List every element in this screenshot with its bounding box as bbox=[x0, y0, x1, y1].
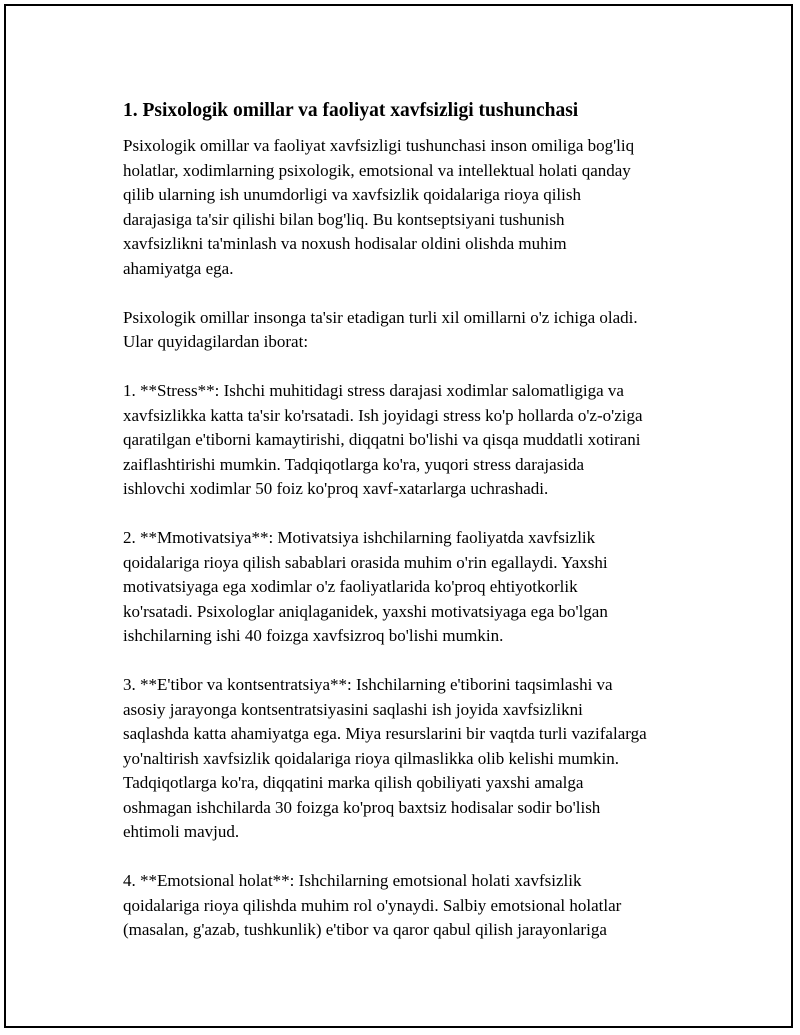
text-line: 3. **E'tibor va kontsentratsiya**: Ishchilarning e'tiborini taqsimlashi va bbox=[123, 675, 613, 694]
text-line: ishchilarning ishi 40 foizga xavfsizroq bo'lishi mumkin. bbox=[123, 626, 504, 645]
text-line: Psixologik omillar insonga ta'sir etadigan turli xil omillarni o'z ichiga oladi. bbox=[123, 307, 638, 327]
document-body bbox=[123, 98, 713, 967]
page-frame bbox=[4, 4, 793, 1028]
text-line: zaiflashtirishi mumkin. Tadqiqotlarga ko'ra, yuqori stress darajasida bbox=[123, 454, 585, 474]
paragraph-attention bbox=[123, 673, 713, 845]
text-line: xavfsizlikni ta'minlash va noxush hodisalar oldini olishda muhim bbox=[123, 234, 567, 253]
text-line: Ular quyidagilardan iborat: bbox=[123, 332, 309, 351]
text-line: oshmagan ishchilarda 30 foizga ko'proq baxtsiz hodisalar sodir bo'lish bbox=[123, 797, 601, 817]
text-line: saqlashda katta ahamiyatga ega. Miya resurslarini bir vaqtda turli vazifalarga bbox=[123, 724, 647, 743]
text-line: Psixologik omillar va faoliyat xavfsizligi tushunchasi inson omiliga bog'liq bbox=[123, 136, 635, 155]
text-line: darajasiga ta'sir qilishi bilan bog'liq. Bu kontseptsiyani tushunish bbox=[123, 209, 565, 229]
text-line: Tadqiqotlarga ko'ra, diqqatini marka qilish qobiliyati yaxshi amalga bbox=[123, 773, 584, 792]
paragraph-emotional bbox=[123, 869, 713, 943]
text-line: ishlovchi xodimlar 50 foiz ko'proq xavf-xatarlarga uchrashadi. bbox=[123, 479, 549, 498]
text-line: ko'rsatadi. Psixologlar aniqlaganidek, yaxshi motivatsiyaga ega bo'lgan bbox=[123, 601, 608, 621]
paragraph-intro bbox=[123, 134, 713, 281]
text-line: ehtimoli mavjud. bbox=[123, 822, 240, 841]
text-line: 1. **Stress**: Ishchi muhitidagi stress darajasi xodimlar salomatligiga va bbox=[123, 381, 624, 400]
text-line: ahamiyatga ega. bbox=[123, 258, 234, 278]
text-line: holatlar, xodimlarning psixologik, emotsional va intellektual holati qanday bbox=[123, 160, 631, 180]
text-line: asosiy jarayonga kontsentratsiyasini saqlashi ish joyida xavfsizlikni bbox=[123, 699, 583, 719]
paragraph-factors-intro bbox=[123, 306, 713, 355]
text-line: 2. **Mmotivatsiya**: Motivatsiya ishchilarning faoliyatda xavfsizlik bbox=[123, 528, 596, 547]
paragraph-motivation bbox=[123, 526, 713, 649]
text-line: qilib ularning ish unumdorligi va xavfsizlik qoidalariga rioya qilish bbox=[123, 185, 581, 204]
text-line: 4. **Emotsional holat**: Ishchilarning emotsional holati xavfsizlik bbox=[123, 871, 582, 890]
document-title: 1. Psixologik omillar va faoliyat xavfsizligi tushunchasi bbox=[123, 100, 579, 121]
text-line: qaratilgan e'tiborni kamaytirishi, diqqatni bo'lishi va qisqa muddatli xotirani bbox=[123, 430, 641, 449]
text-line: qoidalariga rioya qilish sabablari orasida muhim o'rin egallaydi. Yaxshi bbox=[123, 552, 608, 572]
paragraph-stress bbox=[123, 379, 713, 502]
text-line: qoidalariga rioya qilishda muhim rol o'ynaydi. Salbiy emotsional holatlar bbox=[123, 895, 622, 915]
text-line: xavfsizlikka katta ta'sir ko'rsatadi. Ish joyidagi stress ko'p hollarda o'z-o'ziga bbox=[123, 405, 643, 425]
text-line: (masalan, g'azab, tushkunlik) e'tibor va qaror qabul qilish jarayonlariga bbox=[123, 920, 607, 939]
text-line: motivatsiyaga ega xodimlar o'z faoliyatlarida ko'proq ehtiyotkorlik bbox=[123, 577, 578, 596]
text-line: yo'naltirish xavfsizlik qoidalariga rioya qilmaslikka olib kelishi mumkin. bbox=[123, 748, 619, 768]
